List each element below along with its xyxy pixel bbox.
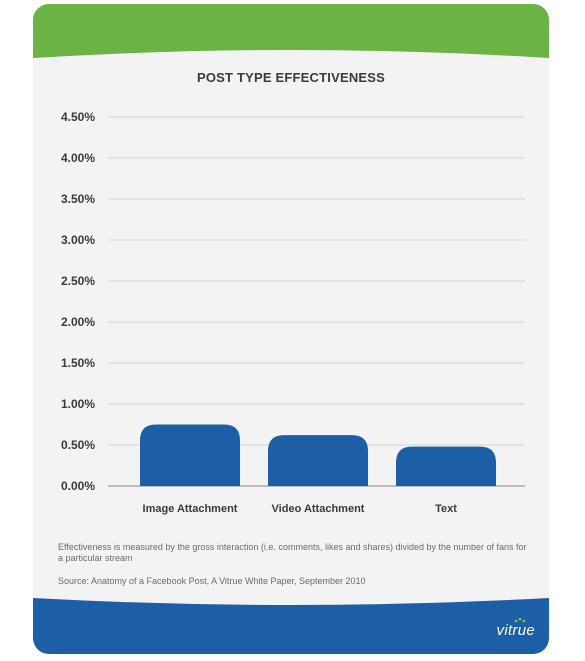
footnote: Effectiveness is measured by the gross interaction (i.e. comments, likes and shares) divided by the number of fans for a particular stream (58, 542, 527, 563)
y-tick-label: 1.50% (60, 356, 95, 370)
bar-image-attachment (140, 425, 240, 487)
y-tick-label: 4.50% (60, 110, 95, 124)
y-tick-label: 0.50% (60, 438, 95, 452)
y-tick-label: 2.50% (60, 274, 95, 288)
x-category-label: Text (435, 503, 457, 515)
x-category-label: Image Attachment (142, 503, 238, 515)
bar-chart (33, 4, 549, 534)
footer-band (33, 594, 549, 654)
source-note: Source: Anatomy of a Facebook Post, A Vitrue White Paper, September 2010 (58, 576, 366, 586)
y-tick-label: 0.00% (60, 479, 95, 493)
x-axis-categories (143, 503, 458, 515)
y-tick-label: 3.00% (60, 233, 95, 247)
y-tick-label: 3.50% (60, 192, 95, 206)
y-tick-label: 4.00% (60, 151, 95, 165)
x-category-label: Video Attachment (271, 503, 365, 515)
y-tick-label: 1.00% (60, 397, 95, 411)
infographic-card (33, 4, 549, 654)
chart-title: POST TYPE EFFECTIVENESS (196, 70, 386, 85)
bars (140, 425, 496, 487)
bar-text (396, 447, 496, 486)
y-axis-ticks (61, 110, 95, 493)
bar-video-attachment (268, 435, 368, 486)
y-tick-label: 2.00% (60, 315, 95, 329)
vitrue-logo: vitrue (496, 622, 535, 639)
footer-blue-shape (33, 598, 549, 654)
